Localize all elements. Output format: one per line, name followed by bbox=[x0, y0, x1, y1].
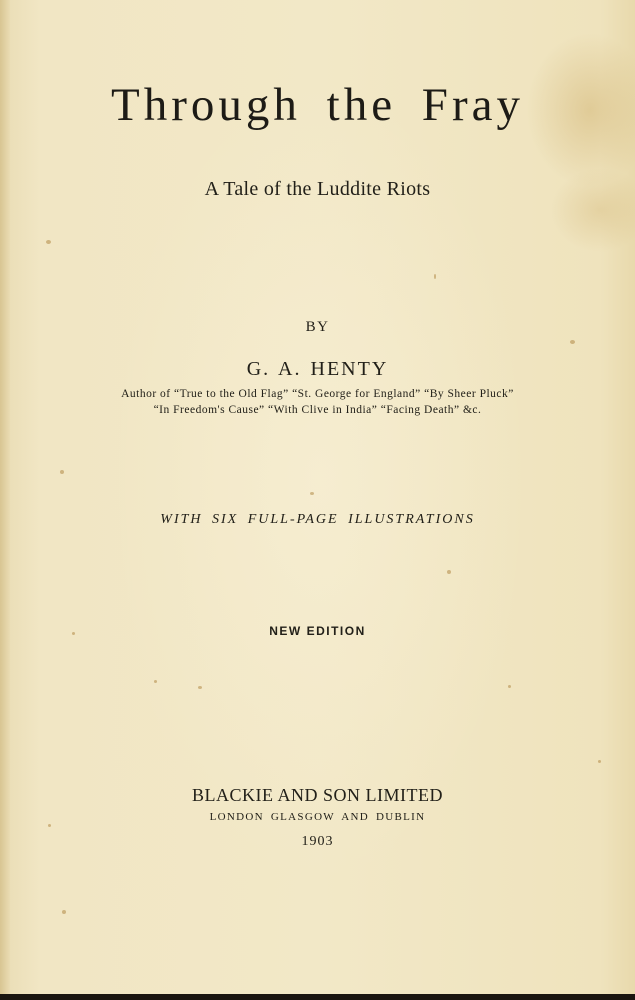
foxing-spot bbox=[447, 570, 451, 574]
publication-year: 1903 bbox=[301, 834, 334, 849]
foxing-spot bbox=[62, 910, 66, 914]
foxing-spot bbox=[310, 492, 314, 495]
other-works-line-1: Author of “True to the Old Flag” “St. George for England” “By Sheer Pluck” bbox=[121, 388, 514, 400]
book-title: Through the Fray bbox=[111, 79, 524, 131]
illustrations-note: WITH SIX FULL-PAGE ILLUSTRATIONS bbox=[160, 512, 475, 527]
book-subtitle: A Tale of the Luddite Riots bbox=[204, 178, 431, 200]
other-works-line-2: “In Freedom's Cause” “With Clive in India” “Facing Death” &c. bbox=[153, 404, 482, 416]
foxing-spot bbox=[46, 240, 51, 244]
foxing-spot bbox=[60, 470, 64, 474]
foxing-spot bbox=[598, 760, 601, 763]
foxing-spot bbox=[154, 680, 157, 683]
foxing-spot bbox=[48, 824, 51, 827]
foxing-spot bbox=[198, 686, 202, 689]
publisher-name: BLACKIE AND SON LIMITED bbox=[192, 785, 443, 805]
author-other-works bbox=[0, 386, 635, 418]
author-name: G. A. HENTY bbox=[246, 358, 389, 380]
publisher-cities: LONDON GLASGOW AND DUBLIN bbox=[209, 811, 426, 823]
foxing-spot bbox=[434, 274, 436, 279]
foxing-spot bbox=[570, 340, 575, 344]
edition-label: NEW EDITION bbox=[269, 624, 366, 638]
page-bottom-edge bbox=[0, 994, 635, 1000]
foxing-spot bbox=[508, 685, 511, 688]
by-line: BY bbox=[305, 319, 330, 335]
